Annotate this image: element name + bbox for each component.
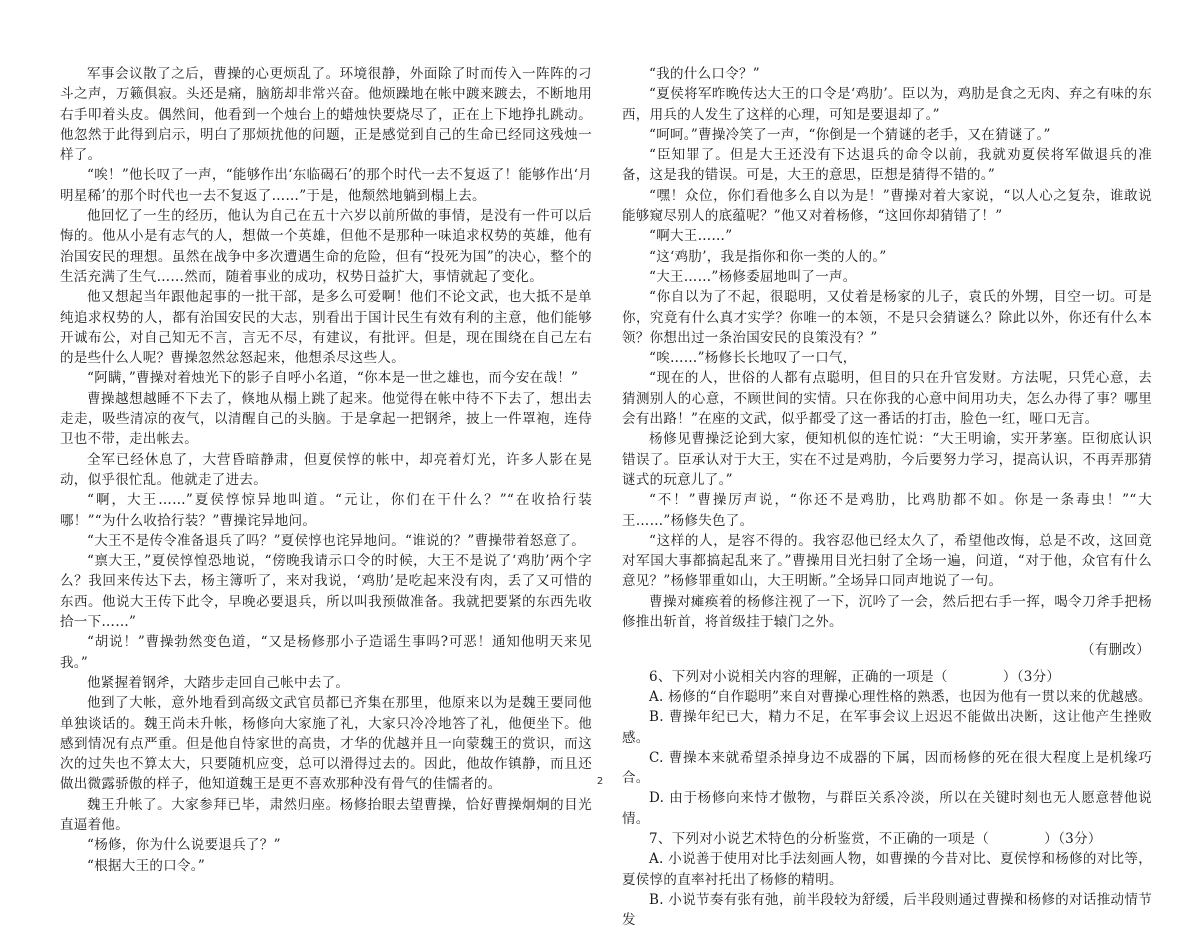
story-paragraph: “根据大王的口令。”: [87, 857, 206, 874]
story-paragraph: 他到了大帐，意外地看到高级文武官员都已齐集在那里，他原来以为是魏王要同他单独谈话的。魏王尚未升帐，杨修向大家施了礼，大家只冷冷地答了礼，他便坐下。他感到情况有点严重。但是他自恃家世的高贵，才华的优越并且一向蒙魏王的赏识，而这次的过失也不算太大，只要随机应变，总可以滑得过去的。因此，他故作镇静，而且还做出微露骄傲的样子，他知道魏王是更不喜欢那种没有骨气的佳懦者的。: [60, 695, 592, 793]
story-paragraph: “唉！”他长叹了一声，“能够作出‘东临碣石’的那个时代一去不复返了！能够作出‘月明星稀’的那个时代也一去不复返了……”于是，他颓然地躺到榻上去。: [60, 167, 592, 204]
story-paragraph: “这样的人，是容不得的。我容忍他已经太久了，希望他改悔，总是不改，这回竟对军国大事都搞起乱来了。”曹操用目光扫射了全场一遍，问道，“对于他，众官有什么意见？”杨修罪重如山，大王明断。”全场异口同声地说了一句。: [622, 532, 1152, 590]
story-paragraph: “臣知罪了。但是大王还没有下达退兵的命令以前，我就劝夏侯将军做退兵的准备，这是我的错误。可是，大王的意思，臣想是猜得不错的。”: [622, 147, 1152, 184]
story-paragraph: 全军已经休息了，大营昏暗静肃，但夏侯惇的帐中，却亮着灯光，许多人影在晃动，似乎很忙乱。他就走了进去。: [60, 451, 592, 488]
question-option: D. 由于杨修向来恃才傲物，与群臣关系冷淡，所以在关键时刻也无人愿意替他说情。: [622, 790, 1152, 827]
story-paragraph: “不！”曹操厉声说，“你还不是鸡肋，比鸡肋都不如。你是一条毒虫！”“大王……”杨修失色了。: [622, 492, 1152, 529]
story-paragraph: 魏王升帐了。大家参拜已毕，肃然归座。杨修抬眼去望曹操，恰好曹操炯炯的目光直逼着他。: [60, 796, 592, 833]
question-option: A. 杨修的“自作聪明”来自对曹操心理性格的熟悉，也因为他有一贯以来的优越感。: [649, 688, 1152, 705]
question-option: A. 小说善于使用对比手法刻画人物，如曹操的今昔对比、夏侯惇和杨修的对比等，夏侯惇的直率衬托出了杨修的精明。: [622, 851, 1152, 888]
question-option: B. 小说节奏有张有弛，前半段较为舒缓，后半段则通过曹操和杨修的对话推动情节发: [622, 891, 1152, 929]
story-paragraph: “呵呵。”曹操冷笑了一声，“你倒是一个猜谜的老手，又在猜谜了。”: [649, 126, 1051, 143]
story-paragraph: “我的什么口令？”: [649, 66, 761, 82]
story-paragraph: “啊大王……”: [649, 228, 733, 245]
question-option: B. 曹操年纪已大，精力不足，在军事会议上迟迟不能做出决断，这让他产生挫败感。: [622, 709, 1152, 746]
question-stem: 7、下列对小说艺术特色的分析鉴赏，不正确的一项是（ ）（3分）: [649, 830, 1102, 847]
story-paragraph: “现在的人，世俗的人都有点聪明，但目的只在升官发财。方法呢，只凭心意，去猜测别人的心意，不顾世间的实情。只在你我的心意中间用功夫，怎么办得了事？哪里会有出路！”在座的文武，似乎都受了这一番话的打击，脸色一红，哑口无言。: [622, 370, 1152, 428]
story-paragraph: “胡说！”曹操勃然变色道，“又是杨修那小子造谣生事吗?可恶！通知他明天来见我。”: [60, 634, 592, 671]
page-number: 2: [596, 776, 604, 787]
story-paragraph: “阿瞒，”曹操对着烛光下的影子自呼小名道，“你本是一世之雄也，而今安在哉！”: [87, 370, 579, 387]
story-paragraph: “禀大王，”夏侯惇惶恐地说，“傍晚我请示口令的时候，大王不是说了‘鸡肋’两个字么？我回来传达下去，杨主簿听了，来对我说，‘鸡肋’是吃起来没有肉，丢了又可惜的东西。他说大王传下此令，早晚必要退兵，所以叫我预做准备。我就把要紧的东西先收拾一下……”: [60, 553, 592, 631]
story-paragraph: “啊，大王……”夏侯惇惊异地叫道。“元让，你们在干什么？”“在收拾行装哪！”“为什么收拾行装？”曹操诧异地问。: [60, 492, 592, 529]
story-paragraph: 军事会议散了之后，曹操的心更烦乱了。环境很静，外面除了时而传入一阵阵的刁斗之声，万籁俱寂。头还是痛，脑筋却非常兴奋。他烦躁地在帐中踱来踱去，不断地用右手叩着头皮。偶然间，他看到一个烛台上的蜡烛快要烧尽了，正在上下地挣扎跳动。他忽然于此得到启示，明白了那烦扰他的问题，正是感觉到自己的生命已经同这残烛一样了。: [60, 66, 592, 164]
story-paragraph: “你自以为了不起，很聪明，又仗着是杨家的儿子，袁氏的外甥，目空一切。可是你，究竟有什么真才实学？你唯一的本领，不是只会猜谜么？除此以外，你还有什么本领？你想出过一条治国安民的良策没有？”: [622, 289, 1152, 346]
source-note: （有删改）: [1081, 642, 1150, 659]
story-paragraph: “夏侯将军昨晚传达大王的口令是‘鸡肋’。臣以为，鸡肋是食之无肉、弃之有味的东西，用兵的人发生了这样的心理，可知是要退却了。”: [622, 86, 1152, 123]
right-column: [622, 64, 1152, 930]
story-paragraph: 他又想起当年跟他起事的一批干部，是多么可爱啊！他们不论文武，也大抵不是单纯追求权势的人，都有治国安民的大志，别看出于国计民生有效有利的主意，他们能够开诚布公，对自己知无不言，言无不尽，有建议，有批评。但是，现在围绕在自己左右的是些什么人呢？曹操忽然忿怒起来，他想杀尽这些人。: [60, 289, 592, 367]
story-paragraph: 他紧握着钢斧，大踏步走回自己帐中去了。: [87, 674, 350, 691]
story-paragraph: “这‘鸡肋’，我是指你和你一类的人的。”: [649, 248, 887, 265]
story-paragraph: “嘿！众位，你们看他多么自以为是！”曹操对着大家说，“以人心之复杂，谁敢说能够窥尽别人的底蕴呢？”他又对着杨修，“这回你却猜错了！”: [622, 187, 1152, 225]
story-paragraph: 杨修见曹操泛论到大家，便知机似的连忙说：“大王明谕，实开茅塞。臣彻底认识错误了。臣承认对于大王，实在不过是鸡肋，今后要努力学习，提高认识，不再弄那猜谜式的玩意儿了。”: [622, 431, 1152, 488]
question-option: C. 曹操本来就希望杀掉身边不成器的下属，因而杨修的死在很大程度上是机缘巧合。: [622, 749, 1152, 787]
story-paragraph: 曹操对瘫痪着的杨修注视了一下，沉吟了一会，然后把右手一挥，喝令刀斧手把杨修推出斩首，将首级挂于辕门之外。: [622, 593, 1152, 631]
story-paragraph: 他回忆了一生的经历，他认为自己在五十六岁以前所做的事情，是没有一件可以后悔的。他从小是有志气的人，想做一个英雄，但他不是那种一味追求权势的英雄，他有治国安民的理想。虽然在战争中多次遭遇生命的危险，但有“投死为国”的决心，整个的生活充满了生气……然而，随着事业的成功，权势日益扩大，事情就起了变化。: [60, 208, 592, 285]
story-paragraph: 曹操越想越睡不下去了，倏地从榻上跳了起来。他觉得在帐中待不下去了，想出去走走，吸些清凉的夜气，以清醒自己的头脑。于是拿起一把钢斧，披上一件罩袍，连侍卫也不带，走出帐去。: [60, 390, 592, 448]
question-stem: 6、下列对小说相关内容的理解，正确的一项是（ ）（3分）: [649, 668, 1061, 685]
story-paragraph: “大王……”杨修委屈地叫了一声。: [649, 268, 857, 285]
story-paragraph: “唉……”杨修长长地叹了一口气，: [649, 350, 857, 367]
left-column: [60, 64, 592, 876]
story-paragraph: “大王不是传令准备退兵了吗？”夏侯惇也诧异地问。“谁说的？”曹操带着怒意了。: [87, 532, 586, 549]
story-paragraph: “杨修，你为什么说要退兵了？”: [87, 837, 281, 854]
